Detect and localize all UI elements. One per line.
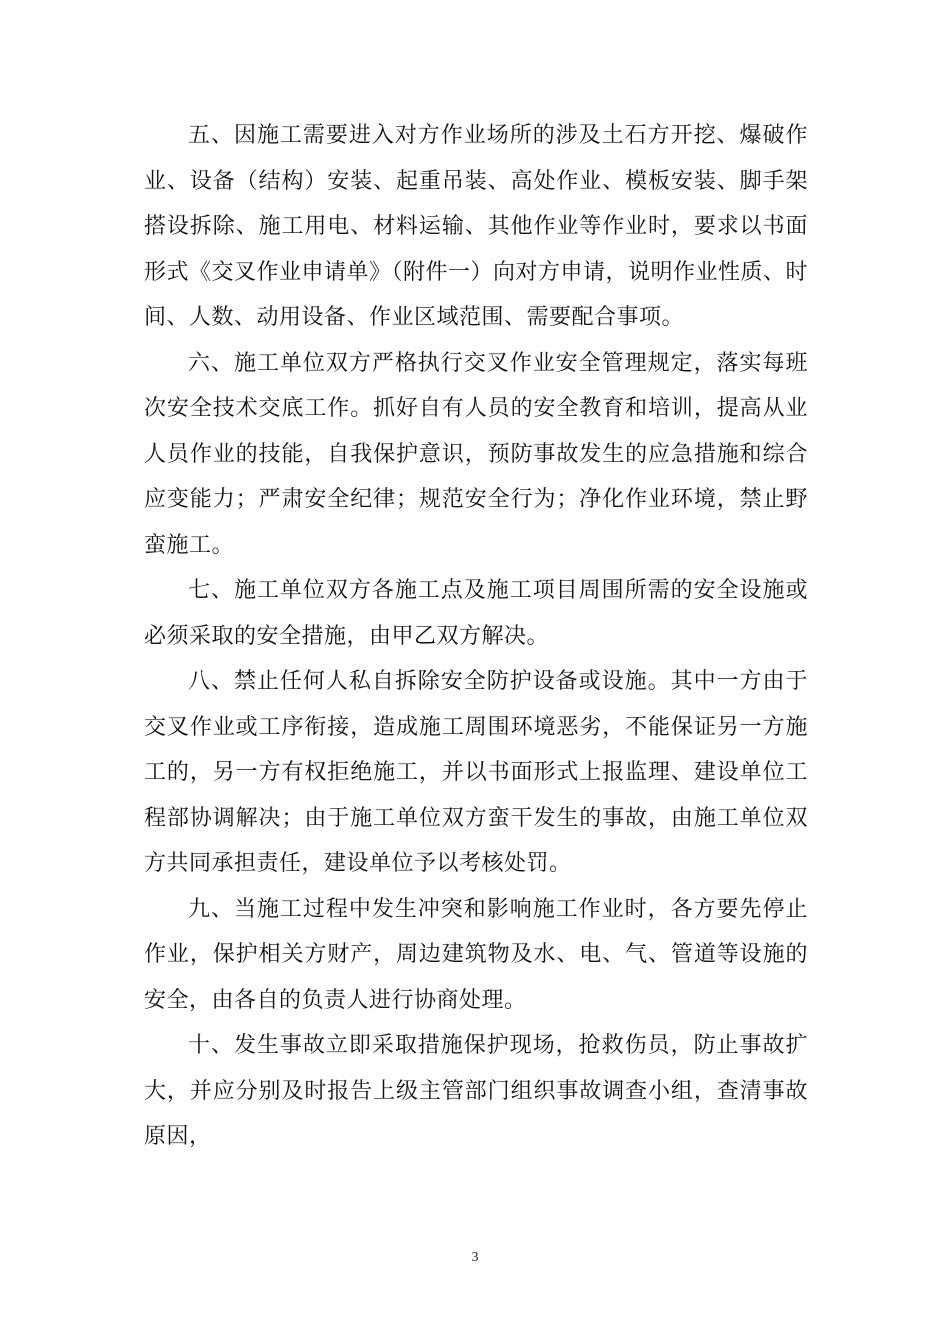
clause-10-paragraph: 十、发生事故立即采取措施保护现场，抢救伤员，防止事故扩大，并应分别及时报告上级主管部门组织事故调查小组，查清事故原因， xyxy=(144,1033,808,1149)
page-number: 3 xyxy=(471,1250,479,1265)
clause-9-paragraph: 九、当施工过程中发生冲突和影响施工作业时，各方要先停止作业，保护相关方财产，周边建筑物及水、电、气、管道等设施的安全，由各自的负责人进行协商处理。 xyxy=(144,896,808,1013)
clause-8-paragraph: 八、禁止任何人私自拆除安全防护设备或设施。其中一方由于交叉作业或工序衔接，造成施工周围环境恶劣，不能保证另一方施工的，另一方有权拒绝施工，并以书面形式上报监理、建设单位工程部协调解决；由于施工单位双方蛮干发生的事故，由施工单位双方共同承担责任，建设单位予以考核处罚。 xyxy=(144,669,808,876)
clause-7-paragraph: 七、施工单位双方各施工点及施工项目周围所需的安全设施或必须采取的安全措施，由甲乙双方解决。 xyxy=(144,578,808,649)
clause-5-paragraph: 五、因施工需要进入对方作业场所的涉及土石方开挖、爆破作业、设备（结构）安装、起重吊装、高处作业、模板安装、脚手架搭设拆除、施工用电、材料运输、其他作业等作业时，要求以书面形式《交叉作业申请单》（附件一）向对方申请，说明作业性质、时间、人数、动用设备、作业区域范围、需要配合事项。 xyxy=(144,123,809,330)
clause-6-paragraph: 六、施工单位双方严格执行交叉作业安全管理规定，落实每班次安全技术交底工作。抓好自有人员的安全教育和培训，提高从业人员作业的技能，自我保护意识，预防事故发生的应急措施和综合应变能力；严肃安全纪律；规范安全行为；净化作业环境，禁止野蛮施工。 xyxy=(144,350,808,558)
document-body xyxy=(144,113,808,1160)
